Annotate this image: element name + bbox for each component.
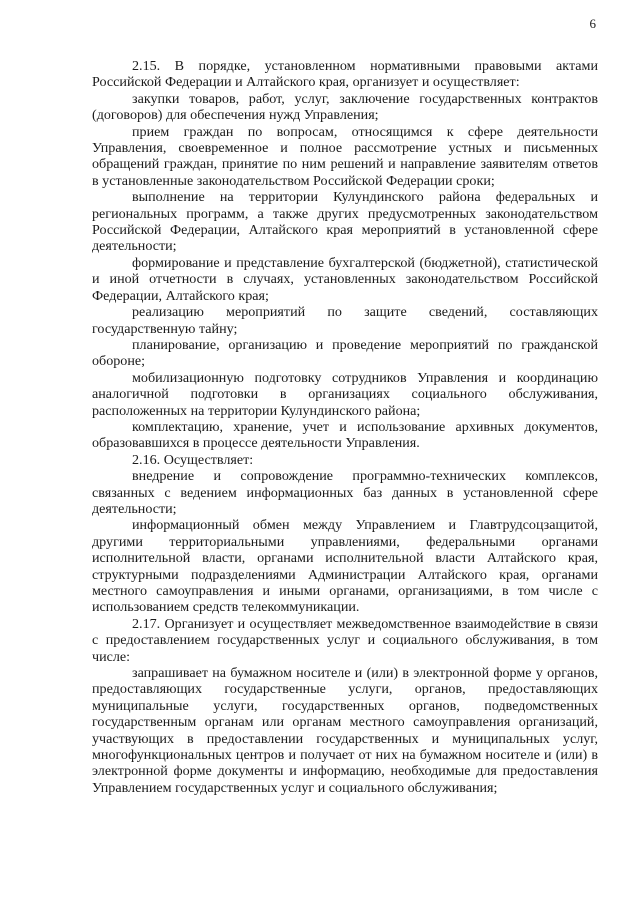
document-body (92, 58, 598, 796)
paragraph-programs: выполнение на территории Кулундинского района федеральных и региональных программ, а также других предусмотренных законодательством Российской Федерации, Алтайского края мероприятий в установленной сфере деятельности; (92, 189, 598, 255)
paragraph-requests: запрашивает на бумажном носителе и (или) в электронной форме у органов, предоставляющих государственные услуги, органов, предоставляющих муниципальные услуги, государственных органов, подведомственных государственным органам или органам местного самоуправления организаций, участвующих в предоставлении государственных и муниципальных услуг, многофункциональных центров и получает от них на бумажном носителе и (или) в электронной форме документы и информацию, необходимые для предоставления Управлением государственных услуг и социального обслуживания; (92, 665, 598, 796)
paragraph-mobilization: мобилизационную подготовку сотрудников Управления и координацию аналогичной подготовки в организациях социального обслуживания, расположенных на территории Кулундинского района; (92, 369, 598, 419)
paragraph-archives: комплектацию, хранение, учет и использование архивных документов, образовавшихся в процессе деятельности Управления. (92, 418, 598, 452)
paragraph-citizen-reception: прием граждан по вопросам, относящимся к сфере деятельности Управления, своевременное и полное рассмотрение устных и письменных обращений граждан, принятие по ним решений и направление заявителям ответов в установленные законодательством Российской Федерации сроки; (92, 123, 598, 189)
paragraph-2-16: 2.16. Осуществляет: (132, 451, 254, 468)
paragraph-software-complexes: внедрение и сопровождение программно-технических комплексов, связанных с ведением информационных баз данных в установленной сфере деятельности; (92, 468, 598, 517)
paragraph-procurement: закупки товаров, работ, услуг, заключение государственных контрактов (договоров) для обеспечения нужд Управления; (92, 90, 598, 124)
paragraph-2-15: 2.15. В порядке, установленном нормативными правовыми актами Российской Федерации и Алтайского края, организует и осуществляет: (92, 58, 598, 91)
paragraph-civil-defense: планирование, организацию и проведение мероприятий по гражданской обороне; (92, 336, 598, 370)
paragraph-reporting: формирование и представление бухгалтерской (бюджетной), статистической и иной отчетности в случаях, установленных законодательством Российской Федерации, Алтайского края; (92, 254, 598, 304)
paragraph-information-exchange: информационный обмен между Управлением и Главтрудсоцзащитой, другими территориальными управлениями, федеральными органами исполнительной власти, органами исполнительной власти Алтайского края, структурными подразделениями Администрации Алтайского края, органами местного самоуправления и иными органами, организациями, в том числе с использованием средств телекоммуникации. (92, 517, 598, 616)
paragraph-2-17: 2.17. Организует и осуществляет межведомственное взаимодействие в связи с предоставлением государственных услуг и социального обслуживания, в том числе: (92, 615, 598, 665)
paragraph-state-secret: реализацию мероприятий по защите сведений, составляющих государственную тайну; (92, 304, 598, 337)
page-number: 6 (589, 16, 596, 31)
